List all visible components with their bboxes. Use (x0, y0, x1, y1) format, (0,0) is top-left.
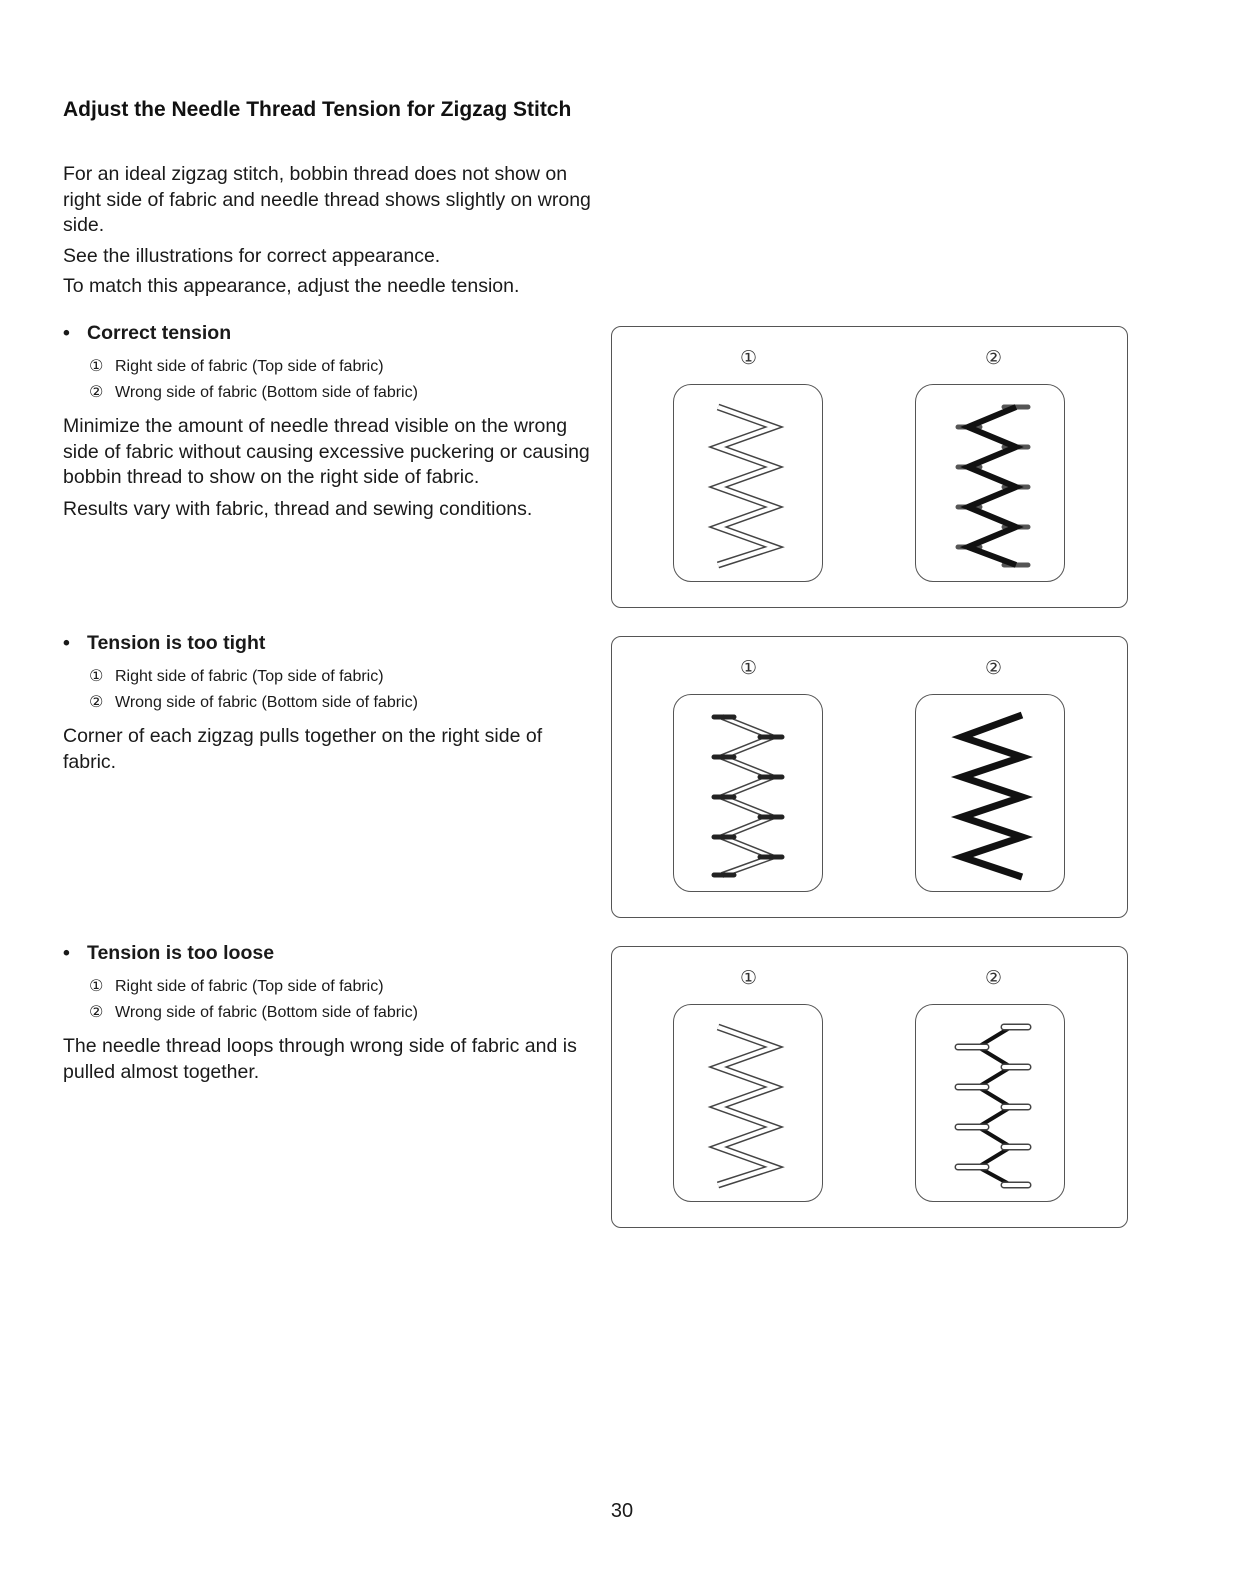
intro-paragraph: To match this appearance, adjust the needle tension. (63, 275, 520, 297)
legend-number: ① (89, 668, 104, 685)
zigzag-stitch-icon (674, 695, 824, 893)
illustration-panel-correct (611, 326, 1128, 608)
legend-list (89, 974, 593, 1026)
illustration-panel-too-loose (611, 946, 1128, 1228)
legend-item (89, 690, 593, 716)
description-paragraph: The needle thread loops through wrong side of fabric and is pulled almost together. (63, 1035, 577, 1083)
illustration-panel-too-tight (611, 636, 1128, 918)
legend-number: ② (89, 384, 104, 401)
legend-text: Wrong side of fabric (Bottom side of fabric) (115, 694, 418, 711)
zigzag-stitch-icon (674, 1005, 824, 1203)
intro-text (63, 162, 603, 305)
intro-paragraph: For an ideal zigzag stitch, bobbin thread does not show on right side of fabric and needle thread shows slightly on wrong side. (63, 163, 591, 236)
legend-item (89, 1000, 593, 1026)
section-title-text: Correct tension (87, 322, 232, 344)
section-title (63, 631, 593, 655)
legend-list (89, 664, 593, 716)
legend-number: ① (89, 978, 104, 995)
section-title-text: Tension is too tight (87, 632, 266, 654)
bullet-icon: • (63, 632, 70, 654)
zigzag-stitch-icon (916, 385, 1066, 583)
section-tension-too-tight (63, 631, 593, 781)
fabric-swatch-right-side (673, 384, 823, 582)
legend-text: Right side of fabric (Top side of fabric) (115, 668, 384, 685)
fabric-swatch-right-side (673, 1004, 823, 1202)
fabric-swatch-wrong-side (915, 384, 1065, 582)
legend-number: ② (89, 694, 104, 711)
panel-label-wrong-side: ② (985, 968, 1003, 989)
section-description (63, 414, 593, 522)
section-description (63, 1034, 593, 1085)
section-title (63, 941, 593, 965)
page-number: 30 (610, 1500, 634, 1522)
fabric-swatch-right-side (673, 694, 823, 892)
description-paragraph: Minimize the amount of needle thread visible on the wrong side of fabric without causing excessive puckering or causing bobbin thread to show on the right side of fabric. (63, 415, 590, 488)
bullet-icon: • (63, 942, 70, 964)
legend-text: Wrong side of fabric (Bottom side of fabric) (115, 384, 418, 401)
page-heading: Adjust the Needle Thread Tension for Zigzag Stitch (63, 98, 572, 121)
section-tension-too-loose (63, 941, 593, 1091)
zigzag-stitch-icon (674, 385, 824, 583)
legend-text: Right side of fabric (Top side of fabric) (115, 978, 384, 995)
legend-item (89, 354, 593, 380)
section-title (63, 321, 593, 345)
legend-number: ② (89, 1004, 104, 1021)
panel-label-wrong-side: ② (985, 348, 1003, 369)
intro-paragraph: See the illustrations for correct appearance. (63, 244, 441, 267)
bullet-icon: • (63, 322, 70, 344)
zigzag-stitch-icon (916, 1005, 1066, 1203)
legend-text: Wrong side of fabric (Bottom side of fabric) (115, 1004, 418, 1021)
section-title-text: Tension is too loose (87, 942, 275, 964)
fabric-swatch-wrong-side (915, 1004, 1065, 1202)
section-correct-tension (63, 321, 593, 528)
panel-label-wrong-side: ② (985, 658, 1003, 679)
legend-text: Right side of fabric (Top side of fabric) (115, 358, 384, 375)
panel-label-right-side: ① (740, 348, 758, 369)
description-paragraph: Results vary with fabric, thread and sewing conditions. (63, 497, 533, 520)
description-paragraph: Corner of each zigzag pulls together on the right side of fabric. (63, 725, 543, 773)
zigzag-stitch-icon (916, 695, 1066, 893)
legend-item (89, 974, 593, 1000)
legend-item (89, 380, 593, 406)
legend-item (89, 664, 593, 690)
panel-label-right-side: ① (740, 658, 758, 679)
section-description (63, 724, 593, 775)
fabric-swatch-wrong-side (915, 694, 1065, 892)
legend-list (89, 354, 593, 406)
panel-label-right-side: ① (740, 968, 758, 989)
legend-number: ① (89, 358, 104, 375)
